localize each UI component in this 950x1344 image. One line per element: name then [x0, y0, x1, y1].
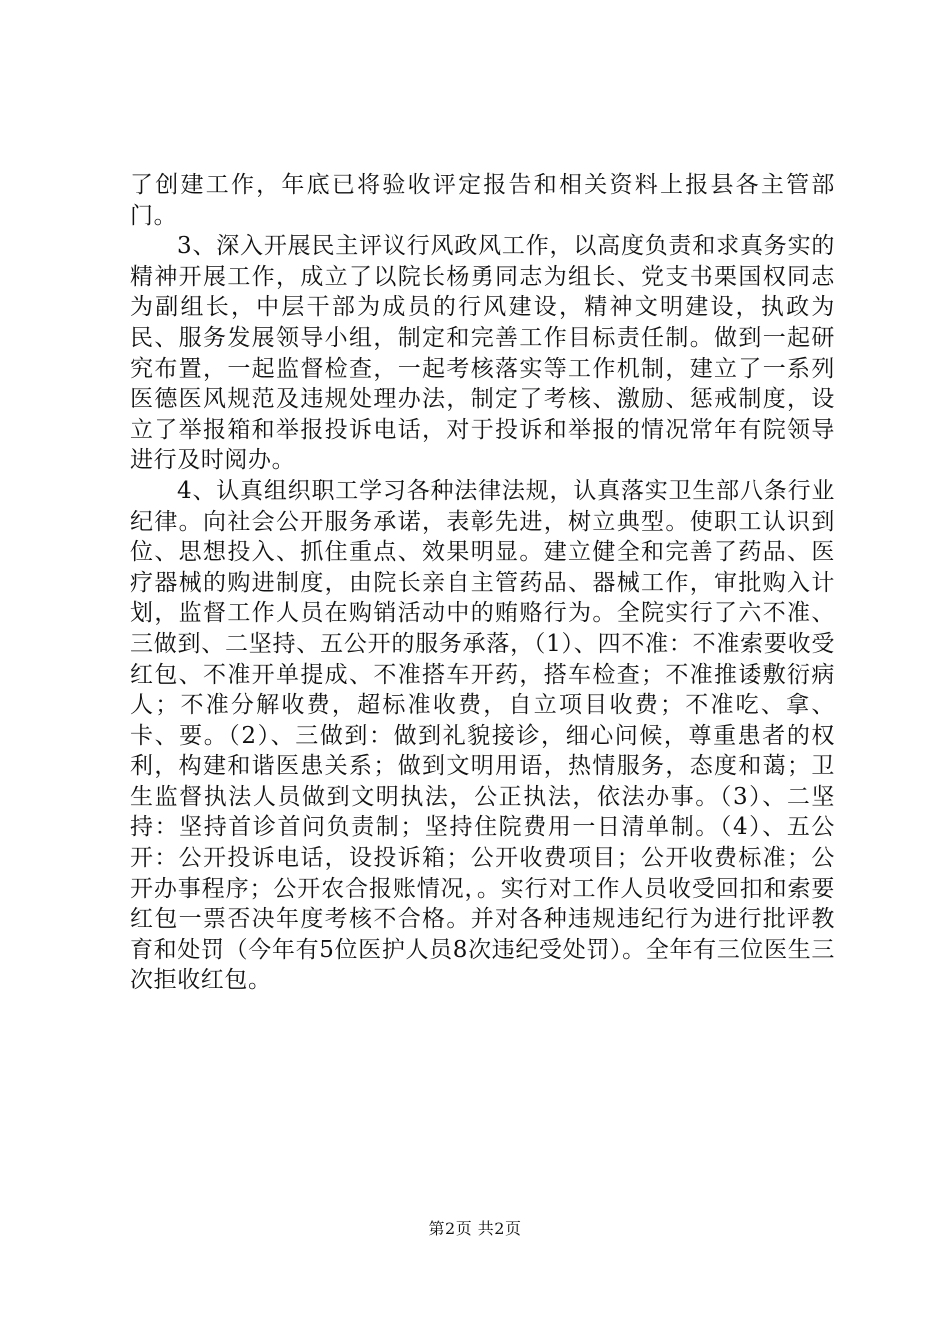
- document-body: [130, 170, 835, 996]
- paragraph-item-4: 4、认真组织职工学习各种法律法规，认真落实卫生部八条行业纪律。向社会公开服务承诺，表彰先进，树立典型。使职工认识到位、思想投入、抓住重点、效果明显。建立健全和完善了药品、医疗器械的购进制度，由院长亲自主管药品、器械工作，审批购入计划，监督工作人员在购销活动中的贿赂行为。全院实行了六不准、三做到、二坚持、五公开的服务承落，（1）、四不准：不准索要收受红包、不准开单提成、不准搭车开药，搭车检查；不准推诿敷衍病人；不准分解收费，超标准收费，自立项目收费；不准吃、拿、卡、要。（2）、三做到：做到礼貌接诊，细心问候，尊重患者的权利，构建和谐医患关系；做到文明用语，热情服务，态度和蔼；卫生监督执法人员做到文明执法，公正执法，依法办事。（3）、二坚持：坚持首诊首问负责制；坚持住院费用一日清单制。（4）、五公开：公开投诉电话，设投诉箱；公开收费项目；公开收费标准；公开办事程序；公开农合报账情况，。实行对工作人员收受回扣和索要红包一票否决年度考核不合格。并对各种违规违纪行为进行批评教育和处罚（今年有5位医护人员8次违纪受处罚）。全年有三位医生三次拒收红包。: [130, 477, 835, 994]
- paragraph-continuation: 了创建工作，年底已将验收评定报告和相关资料上报县各主管部门。: [130, 172, 835, 229]
- paragraph-item-3: 3、深入开展民主评议行风政风工作，以高度负责和求真务实的精神开展工作，成立了以院长杨勇同志为组长、党支书栗国权同志为副组长，中层干部为成员的行风建设，精神文明建设，执政为民、服务发展领导小组，制定和完善工作目标责任制。做到一起研究布置，一起监督检查，一起考核落实等工作机制，建立了一系列医德医风规范及违规处理办法，制定了考核、激励、惩戒制度，设立了举报箱和举报投诉电话，对于投诉和举报的情况常年有院领导进行及时阅办。: [130, 233, 835, 474]
- page-footer: 第2页 共2页: [428, 1219, 522, 1238]
